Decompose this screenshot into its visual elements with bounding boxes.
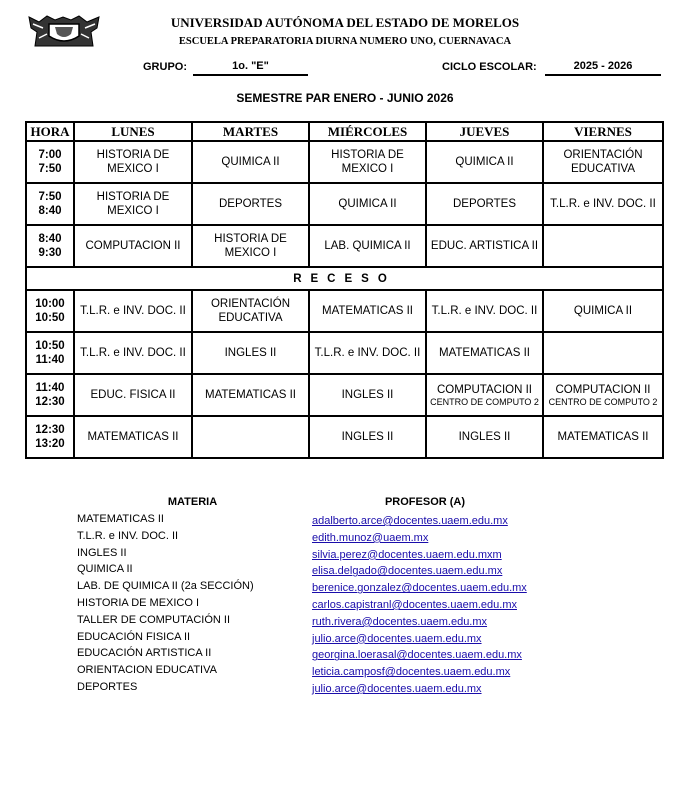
hour-cell: 7:00 7:50 xyxy=(26,141,74,183)
subject-item: MATEMATICAS II xyxy=(77,513,164,525)
recess-label: RECESO xyxy=(26,267,663,290)
schedule-table xyxy=(25,121,664,459)
teacher-email-link[interactable]: leticia.camposf@docentes.uaem.edu.mx xyxy=(312,666,511,679)
subject-item: LAB. DE QUIMICA II (2a SECCIÓN) xyxy=(77,580,254,593)
class-cell: QUIMICA II xyxy=(309,183,426,225)
column-header: JUEVES xyxy=(426,122,543,141)
class-cell: DEPORTES xyxy=(426,183,543,225)
class-cell: INGLES II xyxy=(192,332,309,374)
subject-item: QUIMICA II xyxy=(77,563,133,576)
table-row xyxy=(26,332,663,374)
hour-cell: 12:30 13:20 xyxy=(26,416,74,458)
university-title: UNIVERSIDAD AUTÓNOMA DEL ESTADO DE MORELOS xyxy=(170,15,520,30)
subject-item: EDUCACIÓN FISICA II xyxy=(77,630,191,643)
subject-item: T.L.R. e INV. DOC. II xyxy=(77,529,179,542)
class-cell: T.L.R. e INV. DOC. II xyxy=(426,290,543,332)
class-cell: EDUC. FISICA II xyxy=(74,374,192,416)
teacher-email-link[interactable]: adalberto.arce@docentes.uaem.edu.mx xyxy=(312,515,508,527)
class-cell: T.L.R. e INV. DOC. II xyxy=(543,183,663,225)
semester-title: SEMESTRE PAR ENERO - JUNIO 2026 xyxy=(236,91,454,105)
subject-item: HISTORIA DE MEXICO I xyxy=(77,596,200,609)
teacher-email-link[interactable]: ruth.rivera@docentes.uaem.edu.mx xyxy=(312,615,488,628)
column-header: LUNES xyxy=(74,122,192,141)
room-label: CENTRO DE COMPUTO 2 xyxy=(548,396,658,407)
hour-cell: 8:40 9:30 xyxy=(26,225,74,267)
teacher-email-link[interactable]: julio.arce@docentes.uaem.edu.mx xyxy=(312,632,482,645)
subject-item: DEPORTES xyxy=(77,680,138,693)
class-cell: COMPUTACION II CENTRO DE COMPUTO 2 xyxy=(543,374,663,416)
column-header: MIÉRCOLES xyxy=(309,122,426,141)
class-cell xyxy=(543,225,663,267)
subject-item: TALLER DE COMPUTACIÓN II xyxy=(77,613,231,626)
class-cell: T.L.R. e INV. DOC. II xyxy=(309,332,426,374)
teacher-email-link[interactable]: elisa.delgado@docentes.uaem.edu.mx xyxy=(312,565,503,578)
profesor-header: PROFESOR (A) xyxy=(384,496,466,508)
class-cell: MATEMATICAS II xyxy=(192,374,309,416)
school-name: ESCUELA PREPARATORIA DIURNA NUMERO UNO, CUERNAVACA xyxy=(178,36,512,47)
teacher-email-link[interactable]: silvia.perez@docentes.uaem.edu.mxm xyxy=(312,548,502,561)
class-cell: HISTORIA DE MEXICO I xyxy=(74,141,192,183)
table-row xyxy=(26,374,663,416)
subject-item: ORIENTACION EDUCATIVA xyxy=(77,664,217,677)
table-row xyxy=(26,225,663,267)
class-cell: LAB. QUIMICA II xyxy=(309,225,426,267)
materia-header: MATERIA xyxy=(167,496,218,508)
teacher-email-link[interactable]: carlos.capistranl@docentes.uaem.edu.mx xyxy=(312,598,517,611)
subject-list xyxy=(77,511,307,696)
table-header-row xyxy=(26,122,663,141)
class-cell: QUIMICA II xyxy=(543,290,663,332)
teacher-email-link[interactable]: edith.munoz@uaem.mx xyxy=(312,531,429,544)
class-cell: MATEMATICAS II xyxy=(309,290,426,332)
class-cell: HISTORIA DE MEXICO I xyxy=(309,141,426,183)
class-cell: DEPORTES xyxy=(192,183,309,225)
email-list xyxy=(312,513,572,698)
teacher-email-link[interactable]: berenice.gonzalez@docentes.uaem.edu.mx xyxy=(312,582,527,595)
class-cell: COMPUTACION II xyxy=(74,225,192,267)
class-cell: INGLES II xyxy=(309,374,426,416)
class-cell: HISTORIA DE MEXICO I xyxy=(74,183,192,225)
class-cell: T.L.R. e INV. DOC. II xyxy=(74,332,192,374)
class-cell: T.L.R. e INV. DOC. II xyxy=(74,290,192,332)
class-cell: HISTORIA DE MEXICO I xyxy=(192,225,309,267)
column-header: VIERNES xyxy=(543,122,663,141)
hour-cell: 11:40 12:30 xyxy=(26,374,74,416)
teacher-email-link[interactable]: georgina.loerasal@docentes.uaem.edu.mx xyxy=(312,649,522,662)
class-cell: QUIMICA II xyxy=(426,141,543,183)
class-cell: QUIMICA II xyxy=(192,141,309,183)
class-cell: MATEMATICAS II xyxy=(543,416,663,458)
class-cell: ORIENTACIÓN EDUCATIVA xyxy=(543,141,663,183)
ciclo-value: 2025 - 2026 xyxy=(545,60,661,76)
class-cell: MATEMATICAS II xyxy=(426,332,543,374)
class-cell: INGLES II xyxy=(426,416,543,458)
grupo-label: GRUPO: xyxy=(143,61,187,73)
hour-cell: 10:00 10:50 xyxy=(26,290,74,332)
table-row xyxy=(26,416,663,458)
class-cell: INGLES II xyxy=(309,416,426,458)
class-cell: ORIENTACIÓN EDUCATIVA xyxy=(192,290,309,332)
class-cell xyxy=(543,332,663,374)
class-cell: MATEMATICAS II xyxy=(74,416,192,458)
grupo-value: 1o. "E" xyxy=(193,60,308,76)
teacher-email-link[interactable]: julio.arce@docentes.uaem.edu.mx xyxy=(312,682,482,695)
subject-item: INGLES II xyxy=(77,546,127,559)
class-cell: COMPUTACION II CENTRO DE COMPUTO 2 xyxy=(426,374,543,416)
university-seal-icon xyxy=(27,14,101,48)
column-header: HORA xyxy=(26,122,74,141)
hour-cell: 10:50 11:40 xyxy=(26,332,74,374)
table-row xyxy=(26,183,663,225)
recess-row xyxy=(26,267,663,290)
table-row xyxy=(26,290,663,332)
class-cell: EDUC. ARTISTICA II xyxy=(426,225,543,267)
subject-item: EDUCACIÓN ARTISTICA II xyxy=(77,647,212,660)
class-cell xyxy=(192,416,309,458)
hour-cell: 7:50 8:40 xyxy=(26,183,74,225)
column-header: MARTES xyxy=(192,122,309,141)
room-label: CENTRO DE COMPUTO 2 xyxy=(430,396,539,407)
table-row xyxy=(26,141,663,183)
ciclo-label: CICLO ESCOLAR: xyxy=(442,61,537,73)
